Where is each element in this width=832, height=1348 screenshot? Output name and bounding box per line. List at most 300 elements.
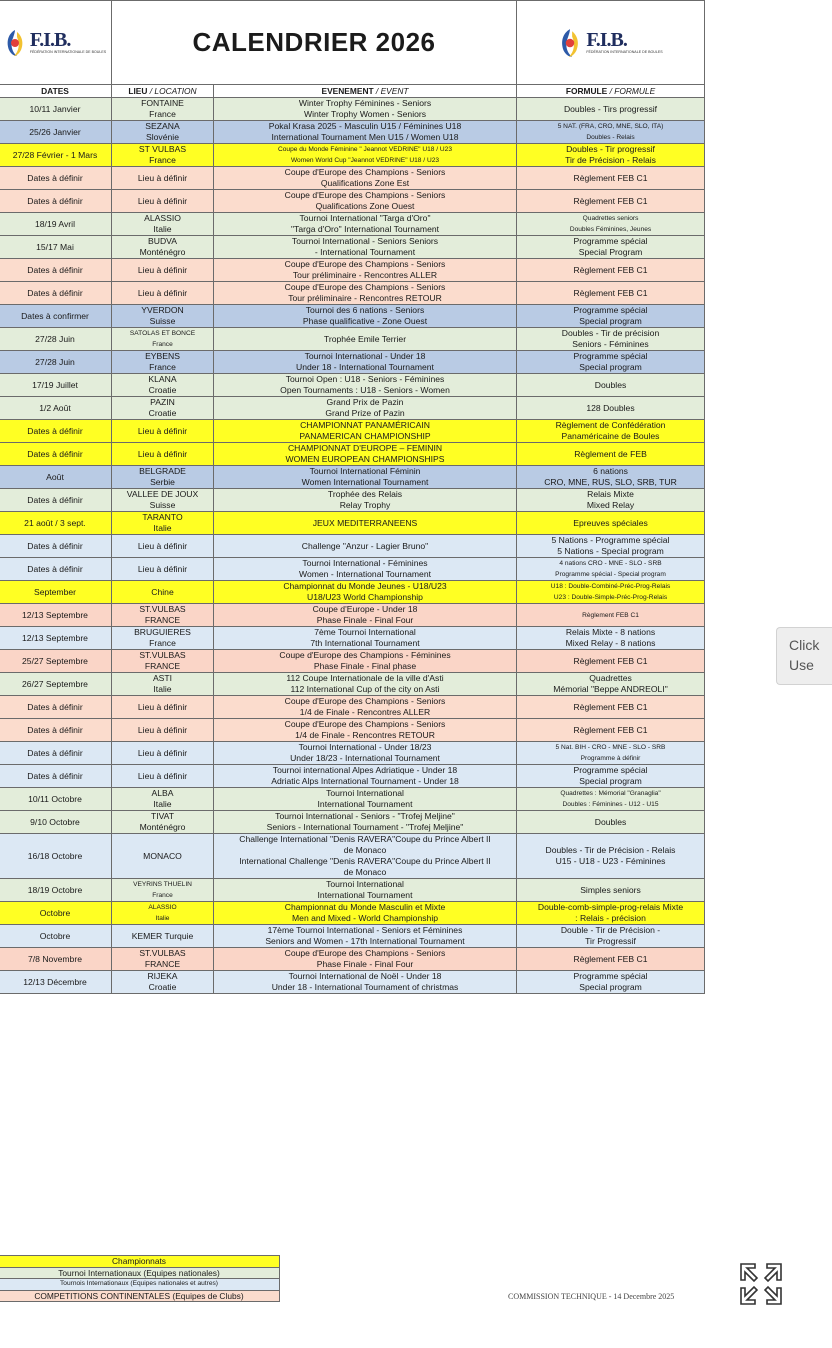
cell-formula <box>517 902 705 925</box>
cell-location-line: Lieu à définir <box>137 448 188 459</box>
cell-location <box>112 673 214 696</box>
cell-formula-line: Simples seniors <box>580 884 641 895</box>
cell-event-line: Coupe d'Europe - Under 18 <box>312 604 418 614</box>
cell-event-line: Coupe d'Europe des Champions - Féminines <box>279 650 451 660</box>
cell-event <box>214 397 517 420</box>
cell-event-line: Tournoi International - Seniors - "Trofej Meljine" <box>275 811 455 821</box>
legend-row <box>0 1279 280 1291</box>
table-row <box>0 719 705 742</box>
cell-event-line: Coupe d'Europe des Champions - Seniors <box>284 190 446 200</box>
cell-formula-line: Special program <box>579 776 642 786</box>
cell-event-line: - International Tournament <box>314 247 416 257</box>
cell-event-line: 7ème Tournoi International <box>314 627 416 637</box>
cell-location-line: ST.VULBAS <box>139 604 186 614</box>
cell-formula-line: Règlement de FEB <box>574 448 647 459</box>
cell-formula <box>517 834 705 879</box>
column-header-row <box>0 85 705 98</box>
cell-formula <box>517 719 705 742</box>
cell-location <box>112 443 214 466</box>
cell-event <box>214 834 517 879</box>
legend-row <box>0 1267 280 1279</box>
cell-event-line: Tournoi des 6 nations - Seniors <box>305 305 425 315</box>
cell-location-line: Lieu à définir <box>137 540 188 551</box>
cell-location <box>112 742 214 765</box>
cell-location-line: Lieu à définir <box>137 287 188 298</box>
cell-location <box>112 305 214 328</box>
cell-location-line: TIVAT <box>150 811 175 821</box>
table-row <box>0 811 705 834</box>
cell-location-line: KLANA <box>148 374 177 384</box>
cell-date: Dates à confirmer <box>0 305 112 328</box>
cell-formula-line: Règlement FEB C1 <box>573 655 648 666</box>
cell-event <box>214 190 517 213</box>
cell-formula-line: Règlement FEB C1 <box>573 724 648 735</box>
cell-event-line: International Tournament Men U15 / Women U18 <box>271 132 459 142</box>
cell-event <box>214 971 517 994</box>
cell-location-line: BUDVA <box>148 236 177 246</box>
table-row <box>0 512 705 535</box>
table-row <box>0 673 705 696</box>
cell-formula-line: 4 nations CRO - MNE - SLO - SRB <box>559 560 662 567</box>
cell-formula <box>517 925 705 948</box>
cell-event <box>214 811 517 834</box>
cell-event <box>214 98 517 121</box>
cell-event-line: Coupe d'Europe des Champions - Seniors <box>284 259 446 269</box>
cell-location-line: ALBA <box>151 788 174 798</box>
cell-date: Dates à définir <box>0 443 112 466</box>
cell-location <box>112 879 214 902</box>
cell-date: 7/8 Novembre <box>0 948 112 971</box>
cell-event-line: Tournoi International - Under 18/23 <box>298 742 432 752</box>
table-row <box>0 397 705 420</box>
legend-item: COMPETITIONS CONTINENTALES (Equipes de Clubs) <box>0 1290 280 1302</box>
cell-date: 1/2 Août <box>0 397 112 420</box>
cell-date: September <box>0 581 112 604</box>
col-header-location: LIEU / LOCATION <box>112 85 214 98</box>
cell-formula <box>517 489 705 512</box>
cell-formula-line: Doubles : Féminines - U12 - U15 <box>562 801 659 808</box>
cell-event <box>214 328 517 351</box>
cell-location <box>112 259 214 282</box>
cell-event-line: Pokal Krasa 2025 - Masculin U15 / Féminines U18 <box>268 121 462 131</box>
cell-event <box>214 765 517 788</box>
cell-event-line: Men and Mixed - World Championship <box>292 913 439 923</box>
cell-location-line: Italie <box>155 915 170 922</box>
table-row <box>0 650 705 673</box>
cell-formula-line: Programme à définir <box>580 755 641 762</box>
cell-formula-line: Double-comb-simple-prog-relais Mixte <box>537 902 684 912</box>
cell-event-line: Tournoi International - Under 18 <box>304 351 426 361</box>
cell-formula-line: U23 : Double-Simple-Préc-Prog-Relais <box>553 594 668 601</box>
cell-formula-line: 5 Nations - Special program <box>557 546 664 556</box>
cell-formula <box>517 535 705 558</box>
cell-location-line: RIJEKA <box>147 971 178 981</box>
cell-formula-line: Doubles - Tir de Précision - Relais <box>545 845 676 855</box>
cell-event-line: U18/U23 World Championship <box>307 592 423 602</box>
cell-location-line: BELGRADE <box>139 466 186 476</box>
cell-event-line: Winter Trophy Women - Seniors <box>303 109 427 119</box>
cell-location-line: Lieu à définir <box>137 770 188 781</box>
cell-formula-line: Doubles <box>594 379 627 390</box>
cell-formula <box>517 397 705 420</box>
col-header-event: EVENEMENT / EVENT <box>214 85 517 98</box>
cell-location-line: PAZIN <box>150 397 175 407</box>
cell-formula <box>517 581 705 604</box>
cell-date: Dates à définir <box>0 167 112 190</box>
cell-date: 17/19 Juillet <box>0 374 112 397</box>
cell-event-line: Tournoi International Féminin <box>309 466 421 476</box>
cell-event <box>214 650 517 673</box>
cell-event-line: "Targa d'Oro" International Tournament <box>290 224 440 234</box>
cell-date: 18/19 Octobre <box>0 879 112 902</box>
cell-location-line: Italie <box>153 684 172 694</box>
fib-logo-icon <box>4 28 26 58</box>
cell-formula-line: Special program <box>579 982 642 992</box>
cell-date: Dates à définir <box>0 765 112 788</box>
cell-event-line: International Tournament <box>317 799 413 809</box>
cell-formula-line: 5 Nations - Programme spécial <box>551 535 670 545</box>
cell-event-line: Tour préliminaire - Rencontres ALLER <box>292 270 438 280</box>
cell-event-line: Women - International Tournament <box>299 569 432 579</box>
table-row <box>0 305 705 328</box>
table-row <box>0 558 705 581</box>
cell-location-line: Lieu à définir <box>137 563 188 574</box>
cell-formula-line: Règlement FEB C1 <box>573 264 648 275</box>
table-row <box>0 282 705 305</box>
cell-event-line: 7th International Tournament <box>310 638 420 648</box>
cell-formula <box>517 236 705 259</box>
cell-event-line: 1/4 de Finale - Rencontres ALLER <box>299 707 431 717</box>
cell-location-line: Monténégro <box>139 822 186 832</box>
table-row <box>0 259 705 282</box>
cell-formula-line: Règlement FEB C1 <box>582 611 639 619</box>
cell-date: Octobre <box>0 925 112 948</box>
cell-formula-line: Programme spécial - Special program <box>555 571 666 578</box>
cell-formula-line: Règlement FEB C1 <box>573 172 648 183</box>
table-row <box>0 489 705 512</box>
table-row <box>0 742 705 765</box>
cell-event <box>214 558 517 581</box>
cell-event-line: Trophée des Relais <box>327 489 403 499</box>
cell-event <box>214 374 517 397</box>
cell-event <box>214 581 517 604</box>
cell-date: Dates à définir <box>0 282 112 305</box>
cell-event-line: Coupe d'Europe des Champions - Seniors <box>284 719 446 729</box>
cell-formula-line: Règlement FEB C1 <box>573 701 648 712</box>
cell-formula-line: CRO, MNE, RUS, SLO, SRB, TUR <box>544 477 677 487</box>
cell-formula-line: Programme spécial <box>573 971 648 981</box>
cell-formula-line: Mixed Relay - 8 nations <box>565 638 656 648</box>
cell-location <box>112 948 214 971</box>
cell-formula <box>517 765 705 788</box>
table-row <box>0 902 705 925</box>
tooltip-line: Click <box>789 637 820 653</box>
cell-formula-line: Doubles Féminines, Jeunes <box>569 226 652 233</box>
cell-location-line: Chine <box>151 586 174 597</box>
cell-event-line: Coupe d'Europe des Champions - Seniors <box>284 696 446 706</box>
cell-event-line: Phase Finale - Final Four <box>316 615 414 625</box>
logo-subtitle: FÉDÉRATION INTERNATIONALE DE BOULES <box>29 50 107 55</box>
cell-location-line: ALASSIO <box>148 904 177 911</box>
cell-date: 9/10 Octobre <box>0 811 112 834</box>
cell-date: 10/11 Octobre <box>0 788 112 811</box>
legend-row <box>0 1290 280 1302</box>
cell-location <box>112 925 214 948</box>
cell-formula <box>517 305 705 328</box>
fullscreen-expand-icon[interactable] <box>737 1260 785 1308</box>
page-title: CALENDRIER 2026 <box>112 1 517 85</box>
col-header-dates: DATES <box>0 85 112 98</box>
cell-event-line: Tournoi International "Targa d'Oro" <box>299 213 431 223</box>
cell-date: 21 août / 3 sept. <box>0 512 112 535</box>
cell-date: Octobre <box>0 902 112 925</box>
cell-location-line: FRANCE <box>144 615 181 625</box>
header-logo-left <box>0 1 112 85</box>
cell-event-line: Championnat du Monde Jeunes - U18/U23 <box>283 581 447 591</box>
table-row <box>0 213 705 236</box>
cell-event-line: Phase Finale - Final phase <box>313 661 417 671</box>
header-logo-right <box>517 1 705 85</box>
cell-formula-line: Special program <box>579 316 642 326</box>
cell-formula <box>517 879 705 902</box>
cell-date: 25/26 Janvier <box>0 121 112 144</box>
cell-formula-line: Doubles - Relais <box>586 134 635 141</box>
cell-location-line: FONTAINE <box>141 98 184 108</box>
table-row <box>0 190 705 213</box>
cell-formula <box>517 351 705 374</box>
cell-date: 16/18 Octobre <box>0 834 112 879</box>
cell-event <box>214 604 517 627</box>
cell-location-line: VEYRINS THUELIN <box>133 881 192 888</box>
table-row <box>0 948 705 971</box>
cell-formula-line: Epreuves spéciales <box>573 517 648 528</box>
table-row <box>0 328 705 351</box>
cell-formula-line: Tir de Précision - Relais <box>565 155 656 165</box>
cell-location-line: Suisse <box>149 316 176 326</box>
cell-date: Dates à définir <box>0 420 112 443</box>
cell-date: Dates à définir <box>0 558 112 581</box>
cell-formula-line: Règlement FEB C1 <box>573 953 648 964</box>
table-row <box>0 420 705 443</box>
cell-location <box>112 558 214 581</box>
cell-event <box>214 512 517 535</box>
header-row <box>0 1 705 85</box>
legend-item: Championnats <box>0 1256 280 1268</box>
cell-location-line: Lieu à définir <box>137 195 188 206</box>
cell-formula <box>517 466 705 489</box>
table-row <box>0 604 705 627</box>
cell-location <box>112 765 214 788</box>
cell-event-line: Tournoi Open : U18 - Seniors - Féminines <box>285 374 445 384</box>
cell-event-line: Women World Cup "Jeannot VEDRINE" U18 / U23 <box>290 157 440 164</box>
cell-formula <box>517 98 705 121</box>
cell-event <box>214 144 517 167</box>
cell-date: Dates à définir <box>0 259 112 282</box>
cell-event <box>214 627 517 650</box>
cell-event-line: Open Tournaments : U18 - Seniors - Women <box>280 385 450 395</box>
cell-event-line: Seniors - International Tournament - "Trofej Meljine" <box>266 822 464 832</box>
cell-location-line: SEZANA <box>145 121 180 131</box>
cell-location <box>112 466 214 489</box>
cell-event-line: Women International Tournament <box>301 477 429 487</box>
tooltip-popup <box>776 627 832 685</box>
cell-event-line: Tournoi International de Noël - Under 18 <box>288 971 442 981</box>
cell-event <box>214 948 517 971</box>
cell-formula <box>517 420 705 443</box>
cell-event-line: Coupe du Monde Féminine " Jeannot VEDRINE" U18 / U23 <box>278 146 453 153</box>
cell-event-line: Tournoi International - Seniors Seniors <box>291 236 439 246</box>
cell-formula-line: Règlement de Confédération <box>555 420 666 430</box>
cell-formula-line: Quadrettes : Mémorial "Granaglia" <box>560 790 661 797</box>
table-row <box>0 834 705 879</box>
cell-date: Dates à définir <box>0 719 112 742</box>
cell-formula <box>517 811 705 834</box>
cell-formula <box>517 282 705 305</box>
cell-date: 27/28 Juin <box>0 351 112 374</box>
cell-location <box>112 788 214 811</box>
cell-location <box>112 420 214 443</box>
cell-formula-line: Règlement FEB C1 <box>573 195 648 206</box>
cell-formula <box>517 328 705 351</box>
cell-location-line: France <box>149 155 176 165</box>
cell-formula <box>517 213 705 236</box>
cell-location-line: MONACO <box>143 850 182 861</box>
cell-formula-line: Relais Mixte - 8 nations <box>565 627 656 637</box>
cell-formula <box>517 650 705 673</box>
cell-location-line: ALASSIO <box>144 213 181 223</box>
cell-event <box>214 236 517 259</box>
cell-formula-line: Special program <box>579 362 642 372</box>
cell-formula <box>517 558 705 581</box>
cell-location-line: KEMER Turquie <box>131 930 194 941</box>
cell-formula <box>517 167 705 190</box>
cell-formula-line: Mixed Relay <box>586 500 635 510</box>
cell-location-line: ST.VULBAS <box>139 948 186 958</box>
cell-location <box>112 374 214 397</box>
cell-formula-line: Programme spécial <box>573 351 648 361</box>
cell-event <box>214 167 517 190</box>
cell-location <box>112 834 214 879</box>
cell-event-line: Tournoi International - Féminines <box>302 558 428 568</box>
cell-formula <box>517 788 705 811</box>
cell-formula-line: Special Program <box>578 247 643 257</box>
cell-formula-line: Doubles <box>594 816 627 827</box>
cell-location-line: France <box>152 341 173 348</box>
cell-location-line: Croatie <box>148 408 177 418</box>
cell-location-line: ASTI <box>152 673 173 683</box>
cell-location-line: Lieu à définir <box>137 172 188 183</box>
cell-event-line: International Tournament <box>317 890 413 900</box>
cell-event-line: Tournoi International <box>326 879 404 889</box>
cell-location-line: TARANTO <box>142 512 183 522</box>
cell-location <box>112 236 214 259</box>
cell-date: 26/27 Septembre <box>0 673 112 696</box>
cell-location <box>112 650 214 673</box>
cell-location-line: BRUGUIERES <box>134 627 191 637</box>
cell-location-line: France <box>149 109 176 119</box>
cell-formula-line: Quadrettes <box>589 673 632 683</box>
legend-item: Tournois Internationaux (Equipes nationales et autres) <box>0 1279 280 1291</box>
cell-date: Dates à définir <box>0 489 112 512</box>
cell-formula <box>517 971 705 994</box>
table-row <box>0 788 705 811</box>
table-row <box>0 121 705 144</box>
cell-location <box>112 98 214 121</box>
cell-date: Août <box>0 466 112 489</box>
table-row <box>0 443 705 466</box>
cell-event-line: 17ème Tournoi International - Seniors et Féminines <box>267 925 463 935</box>
cell-event <box>214 673 517 696</box>
cell-formula <box>517 627 705 650</box>
cell-event <box>214 420 517 443</box>
cell-date: 15/17 Mai <box>0 236 112 259</box>
cell-formula <box>517 190 705 213</box>
logo-text: F.I.B. <box>29 29 71 52</box>
cell-event-line: Winter Trophy Féminines - Seniors <box>298 98 432 108</box>
table-row <box>0 236 705 259</box>
cell-location-line: Lieu à définir <box>137 724 188 735</box>
table-row <box>0 98 705 121</box>
cell-location-line: Lieu à définir <box>137 264 188 275</box>
cell-formula <box>517 948 705 971</box>
cell-event-line: Phase qualificative - Zone Ouest <box>302 316 428 326</box>
cell-location-line: Italie <box>153 224 172 234</box>
cell-formula <box>517 259 705 282</box>
cell-formula-line: Panaméricaine de Boules <box>561 431 660 441</box>
cell-formula <box>517 443 705 466</box>
cell-location <box>112 190 214 213</box>
cell-event <box>214 282 517 305</box>
table-row <box>0 466 705 489</box>
cell-event-line: PANAMERICAN CHAMPIONSHIP <box>299 431 431 441</box>
cell-event-line: Coupe d'Europe des Champions - Seniors <box>284 948 446 958</box>
cell-event-line: Relay Trophy <box>339 500 391 510</box>
cell-formula-line: 5 NAT. (FRA, CRO, MNE, SLO, ITA) <box>557 123 664 130</box>
cell-event <box>214 443 517 466</box>
tooltip-line: Use <box>789 657 814 673</box>
cell-event-line: Grand Prix de Pazin <box>326 397 404 407</box>
cell-location-line: Croatie <box>148 385 177 395</box>
cell-formula-line: Programme spécial <box>573 765 648 775</box>
cell-location-line: Lieu à définir <box>137 747 188 758</box>
cell-formula-line: Règlement FEB C1 <box>573 287 648 298</box>
cell-formula <box>517 673 705 696</box>
cell-event-line: Tournoi international Alpes Adriatique - Under 18 <box>272 765 458 775</box>
cell-event-line: Qualifications Zone Ouest <box>315 201 415 211</box>
cell-event-line: Under 18 - International Tournament of christmas <box>271 982 459 992</box>
cell-event-line: 112 International Cup of the city on Asti <box>290 684 440 694</box>
cell-date: 12/13 Décembre <box>0 971 112 994</box>
cell-event-line: de Monaco <box>343 845 387 855</box>
cell-formula-line: Quadrettes seniors <box>582 215 639 222</box>
cell-location <box>112 213 214 236</box>
cell-event-line: Under 18/23 - International Tournament <box>290 753 440 763</box>
cell-event <box>214 902 517 925</box>
cell-event <box>214 696 517 719</box>
table-row <box>0 581 705 604</box>
cell-event-line: 112 Coupe Internationale de la ville d'Asti <box>286 673 444 683</box>
cell-location <box>112 719 214 742</box>
cell-formula-line: Tir Progressif <box>585 936 636 946</box>
logo-text: F.I.B. <box>586 29 627 52</box>
cell-location <box>112 627 214 650</box>
cell-formula-line: Doubles - Tirs progressif <box>563 103 658 114</box>
cell-location-line: SATOLAS ET BONCE <box>129 330 196 337</box>
cell-event-line: CHAMPIONNAT D'EUROPE – FEMININ <box>287 443 443 453</box>
cell-location-line: France <box>152 892 173 899</box>
cell-location-line: YVERDON <box>141 305 184 315</box>
cell-date: 12/13 Septembre <box>0 627 112 650</box>
